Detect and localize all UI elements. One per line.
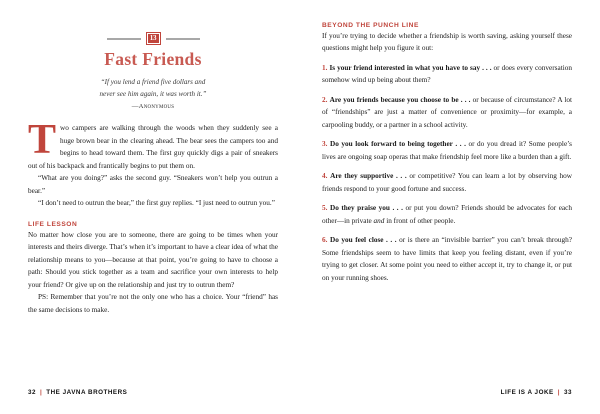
right-folio-page-number: 33: [563, 389, 572, 396]
left-folio-page-number: 32: [28, 389, 37, 396]
question-rest: or is there an “invisible barrier” you can’t break through? Some friendships seem to have limits that keep you feeling distant, even if you’re trying to get closer. At some point you need to either accept it, try to change it, or put on your running shoes.: [322, 236, 573, 282]
epigraph-attribution: —Anonymous: [131, 103, 175, 111]
question-lead: Do you feel close . . .: [329, 236, 397, 245]
ornament-rule-right: [166, 38, 200, 40]
epigraph: [46, 77, 260, 112]
life-lesson-heading: LIFE LESSON: [28, 220, 78, 228]
right-page: [300, 0, 600, 414]
right-folio-running-head: LIFE IS A JOKE: [500, 389, 554, 396]
list-item: [322, 234, 572, 284]
question-rest-before-italic: or put you down? Friends should be advocates for each other—in private: [322, 204, 572, 225]
epigraph-line-2: never see him again, it was worth it.”: [99, 89, 207, 98]
question-number: 4.: [322, 172, 328, 181]
joke-paragraph-2: “What are you doing?” asks the second guy. “Sneakers won’t help you outrun a bear.”: [28, 174, 278, 195]
question-number: 3.: [322, 140, 328, 149]
joke-paragraph-3: “I don’t need to outrun the bear,” the first guy replies. “I just need to outrun you.”: [38, 199, 275, 208]
ornament-rule-left: [107, 38, 141, 40]
question-rest: or does every conversation somehow wind up being about them?: [322, 63, 572, 85]
question-rest-after-italic: in front of other people.: [384, 216, 456, 225]
epigraph-line-1: “If you lend a friend five dollars and: [100, 78, 206, 86]
beyond-the-punch-line-heading: BEYOND THE PUNCH LINE: [322, 22, 419, 29]
question-lead: Are you friends because you choose to be . . .: [329, 95, 471, 104]
question-rest: or competitive? You can learn a lot by observing how friends respond to your good fortune and success.: [322, 172, 572, 193]
chapter-title: Fast Friends: [104, 49, 202, 69]
list-item: [322, 138, 572, 163]
chapter-ornament: [28, 32, 278, 45]
list-item: [322, 202, 572, 227]
left-page-footer: [28, 389, 127, 396]
question-list: [322, 62, 572, 284]
joke-paragraph-1: Two campers are walking through the woods when they suddenly see a huge brown bear in the clearing ahead. The bear sees the campers too and begins to head toward them. The first guy quickly digs a pair of sneakers out of his backpack and frantically begins to put them on.: [28, 117, 278, 170]
question-number: 2.: [322, 95, 328, 104]
joke-body: [28, 117, 278, 209]
chapter-number-badge: 13: [146, 32, 161, 45]
list-item: [322, 62, 572, 87]
question-rest: or because of circumstance? A lot of “friendships” are just a matter of convenience or proximity—for example, a carpooling buddy, or a partner in a school activity.: [322, 95, 573, 129]
right-folio-separator: |: [557, 389, 560, 396]
list-item: [322, 94, 572, 131]
question-number: 6.: [322, 236, 328, 245]
question-number: 1.: [322, 63, 328, 72]
question-rest: or do you dread it? Some people’s lives are ongoing soap operas that make friendship feel more like a burden than a gift.: [322, 140, 573, 161]
question-lead: Is your friend interested in what you have to say . . .: [329, 63, 492, 72]
question-number: 5.: [322, 204, 328, 213]
list-item: [322, 170, 572, 195]
question-lead: Do you look forward to being together . . .: [330, 140, 466, 149]
question-italic-word: and: [373, 216, 385, 225]
section-intro: If you’re trying to decide whether a friendship is worth saving, asking yourself these questions might help you figure it out:: [322, 32, 572, 53]
life-lesson-paragraph-1: No matter how close you are to someone, there are going to be times when your interests and theirs diverge. That’s when it’s important to have a clear idea of what the relationship means to you—because at that point, you’re going to have to choose a path: Should you stick together as a team and sacrifice your own interests to help your friend? Or give up on the relationship and just try to outrun them?: [28, 230, 278, 289]
left-folio-running-head: THE JAVNA BROTHERS: [46, 389, 128, 396]
question-lead: Do they praise you . . .: [329, 204, 403, 213]
life-lesson-paragraph-2: PS: Remember that you’re not the only one who has a choice. Your “friend” has the same decisions to make.: [28, 293, 278, 314]
question-lead: Are they supportive . . .: [330, 172, 407, 181]
right-page-footer: [501, 389, 572, 396]
left-folio-separator: |: [40, 389, 43, 396]
